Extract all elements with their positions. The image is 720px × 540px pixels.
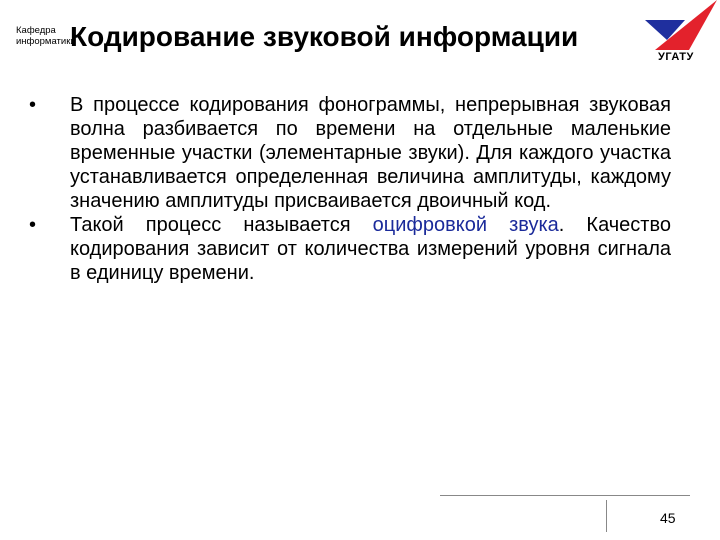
bullet-marker: • <box>29 94 37 116</box>
bullet-item-2 <box>28 213 671 285</box>
logo-text: УГАТУ <box>658 51 694 63</box>
department-line-1: Кафедра <box>16 25 56 36</box>
bullet-2-lead: Такой процесс называется <box>70 214 373 236</box>
department-line-2: информатики <box>16 36 76 47</box>
department-label <box>16 25 78 47</box>
bullet-marker: • <box>29 214 37 236</box>
page-number: 45 <box>660 510 676 526</box>
bullet-2-tail: . Качество кодирования зависит от количества измерений уровня сигнала в единицу времени. <box>70 214 671 284</box>
page-number-box <box>606 500 691 532</box>
slide-title: Кодирование звуковой информации <box>70 21 579 52</box>
footer-divider <box>440 495 690 496</box>
bullet-item-1 <box>28 93 671 213</box>
bullet-text-1: В процессе кодирования фонограммы, непрерывная звуковая волна разбивается по времени на отдельные маленькие временные участки (элементарные звуки). Для каждого участка устанавливается определенная величина амплитуды, каждому значению амплитуды присваивается двоичный код. <box>70 94 671 212</box>
highlighted-term: оцифровкой звука <box>372 214 559 236</box>
slide-body <box>28 93 671 285</box>
bullet-text-2 <box>70 213 671 285</box>
